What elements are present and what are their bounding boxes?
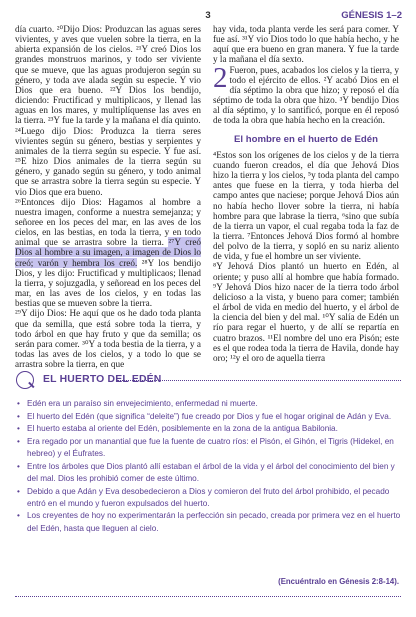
right-column xyxy=(213,24,399,363)
verse-paragraph xyxy=(213,24,399,65)
magnifying-glass-icon xyxy=(16,371,34,389)
scripture-reference: (Encuéntralo en Génesis 2:8-14). xyxy=(278,577,399,586)
verse-paragraph xyxy=(15,24,201,126)
left-column xyxy=(15,24,201,370)
chapter-start-paragraph xyxy=(213,61,399,126)
bullet-item: • Entre los árboles que Dios plantó allí estaban el árbol de la vida y el árbol del conocimiento del bien y del mal. Dios les prohibió comer de este último. xyxy=(15,461,401,485)
verse-text: ²⁶Entonces dijo Dios: Hagamos al hombre a nuestra imagen, conforme a nuestra semejanza; y señoree en los peces del mar, en las aves de los cielos, en las bestias, en toda la tierra, y en todo animal que se arrastra sobre la tierra. xyxy=(15,196,201,248)
sidebar-bullet-list xyxy=(15,398,401,535)
sidebar-header xyxy=(15,370,401,394)
verse-text: ²⁴Luego dijo Dios: Produzca la tierra seres vivientes según su género, bestias y serpientes y animales de la tierra según su especie. Y fue así. ²⁵E hizo Dios animales de la tierra según su género, y ganado según su género, y todo animal que se arrastra sobre la tierra según su especie. Y vio Dios que era bueno. xyxy=(15,125,201,197)
bullet-item: • Los creyentes de hoy no experimentarán la perfección sin pecado, creada por primera vez en el huerto del Edén, hasta que lleguen al cielo. xyxy=(15,510,401,534)
verse-paragraph xyxy=(213,261,399,363)
highlighted-verse: ²⁷Y creó Dios al hombre a su imagen, a imagen de Dios lo creó; varón y hembra los creó. xyxy=(15,237,201,268)
verse-text: ⁸Y Jehová Dios plantó un huerto en Edén, al oriente; y puso allí al hombre que había formado. ⁹Y Jehová Dios hizo nacer de la tierra todo árbol delicioso a la vista, y bueno para comer; también el árbol de vida en medio del huerto, y el árbol de la ciencia del bien y del mal. ¹⁰Y salía de Edén un río para regar el huerto, y de allí se repartía en cuatro brazos. ¹¹El nombre del uno era Pisón; este es el que rodea toda la tierra de Havila, donde hay oro; ¹²y el oro de aquella tierra xyxy=(213,261,399,363)
bullet-item: • El huerto del Edén (que significa “deleite”) fue creado por Dios y fue el hogar original de Adán y Eva. xyxy=(15,411,401,423)
chapter-number-dropcap: 2 xyxy=(213,61,228,94)
bullet-item: • El huerto estaba al oriente del Edén, posiblemente en la zona de la antigua Babilonia. xyxy=(15,423,401,435)
verse-paragraph xyxy=(213,150,399,262)
verse-paragraph xyxy=(15,197,201,309)
page-header xyxy=(14,10,402,24)
book-chapter-reference: GÉNESIS 1–2 xyxy=(341,10,402,21)
sidebar-box xyxy=(15,370,401,606)
section-heading: El hombre en el huerto de Edén xyxy=(234,133,378,145)
verse-text: ⁴Estos son los orígenes de los cielos y de la tierra cuando fueron creados, el día que Jehová Dios hizo la tierra y los cielos, ⁵y toda planta del campo antes que fuese en la tierra, y toda hierba del campo antes que naciese; porque Jehová Dios aún no había hecho llover sobre la tierra, ni había hombre para que labrase la tierra, ⁶sino que subía de la tierra un vapor, el cual regaba toda la faz de la tierra. ⁷Entonces Jehová Dios formó al hombre del polvo de la tierra, y sopló en su nariz aliento de vida, y fue el hombre un ser viviente. xyxy=(213,149,399,262)
scripture-columns xyxy=(15,24,403,370)
verse-text: hay vida, toda planta verde les será para comer. Y fue así. ³¹Y vio Dios todo lo que había hecho, y he aquí que era bueno en gran manera. Y fue la tarde y la mañana el día sexto. xyxy=(213,24,399,65)
bullet-item: • Era regado por un manantial que fue la fuente de cuatro ríos: el Pisón, el Gihón, el Tigris (Hidekel, en hebreo) y el Éufrates. xyxy=(15,436,401,460)
verse-text: ²⁰Dijo Dios: Produzcan las aguas seres vivientes, y aves que vuelen sobre la tierra, en la abierta expansión de los cielos. ²¹Y creó Dios los grandes monstruos marinos, y todo ser viviente que se mueve, que las aguas produjeron según su género, y toda ave alada según su especie. Y vio Dios que era bueno. ²²Y Dios los bendijo, diciendo: Fructificad y multiplicaos, y llenad las aguas en los mares, y multiplíquense las aves en la tierra. ²³Y fue la tarde y la mañana el día quinto. xyxy=(15,24,201,126)
verse-text: día cuarto. xyxy=(15,24,57,34)
sidebar-title: EL HUERTO DEL EDÉN xyxy=(43,374,162,385)
dotted-divider-bottom xyxy=(15,596,401,597)
verse-paragraph xyxy=(15,126,201,197)
verse-text: ²⁹Y dijo Dios: He aquí que os he dado toda planta que da semilla, que está sobre toda la tierra, y todo árbol en que hay fruto y que da semilla; os serán para comer. ³⁰Y a toda bestia de la tierra, y a todas las aves de los cielos, y a todo lo que se arrastra sobre la tierra, en que xyxy=(15,308,201,370)
verse-paragraph xyxy=(15,308,201,369)
bullet-item: • Edén era un paraíso sin envejecimiento, enfermedad ni muerte. xyxy=(15,398,401,410)
bullet-item: • Debido a que Adán y Eva desobedecieron a Dios y comieron del fruto del árbol prohibido, el pecado entró en el mundo y fueron expulsados del huerto. xyxy=(15,486,401,510)
verse-text: Fueron, pues, acabados los cielos y la tierra, y todo el ejército de ellos. ²Y acabó Dios en el día séptimo la obra que hizo; y reposó el día séptimo de toda la obra que hizo. ³Y bendijo Dios al día séptimo, y lo santificó, porque en él reposó de toda la obra que había hecho en la creación. xyxy=(213,64,399,126)
dotted-divider xyxy=(117,380,401,381)
verse-text: ²⁸Y los bendijo Dios, y les dijo: Fructificad y multiplicaos; llenad la tierra, y sojuzgadla, y señoread en los peces del mar, en las aves de los cielos, y en todas las bestias que se mueven sobre la tierra. xyxy=(15,257,201,309)
page-number: 3 xyxy=(205,10,211,21)
